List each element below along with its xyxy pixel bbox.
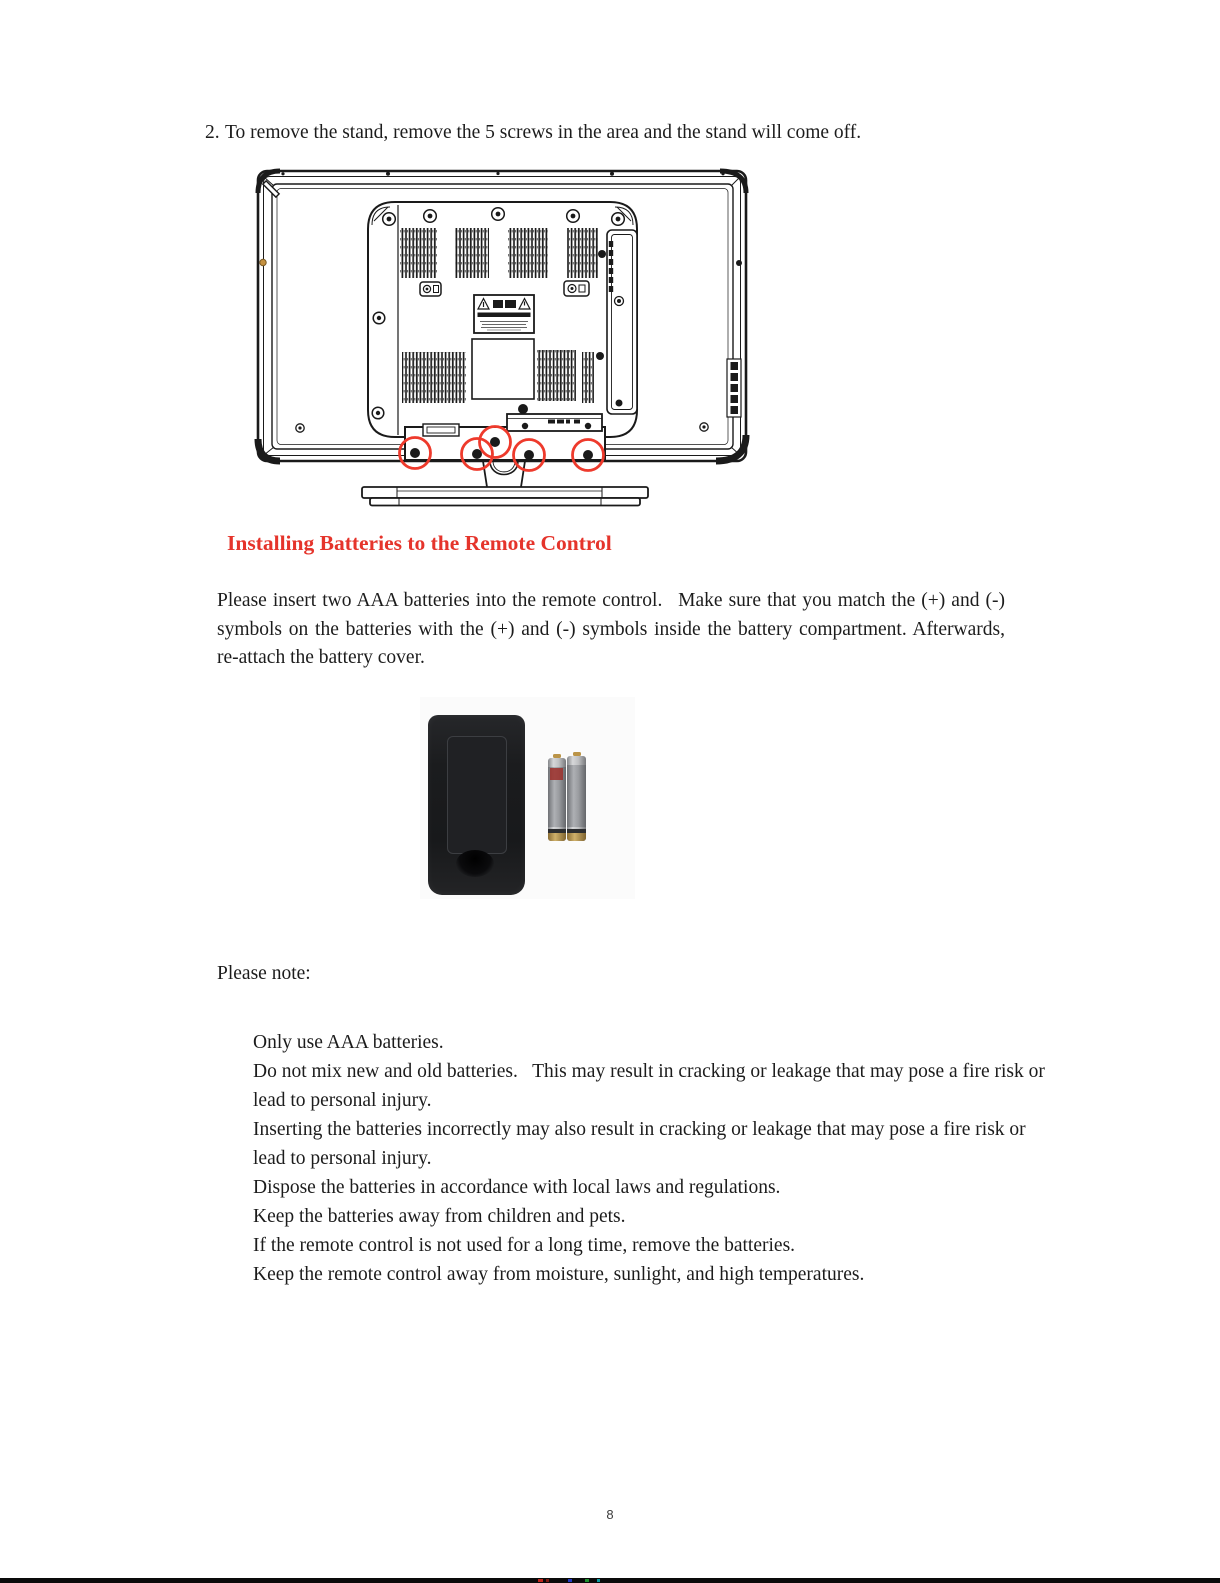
note-item: Dispose the batteries in accordance with local laws and regulations. [253, 1177, 781, 1198]
battery-cover [447, 736, 507, 854]
battery-positive-tip [553, 754, 561, 758]
side-connector-column [727, 359, 741, 417]
scan-artifact [538, 1579, 543, 1582]
note-item: Only use AAA batteries. [253, 1032, 444, 1053]
remote-control-photo [420, 697, 635, 899]
page-number: 8 [606, 1507, 614, 1522]
battery-notes-list [253, 1028, 1053, 1289]
battery-bottom-cap [567, 833, 586, 841]
note-item: Keep the remote control away from moisture, sunlight, and high temperatures. [253, 1264, 865, 1285]
battery-bottom-cap [548, 833, 566, 841]
scan-artifact [568, 1579, 572, 1582]
aaa-battery-left [548, 758, 566, 841]
step-text: To remove the stand, remove the 5 screws in the area and the stand will come off. [225, 122, 862, 143]
stand-base [362, 461, 648, 506]
intro-paragraph: Please insert two AAA batteries into the remote control. Make sure that you match the (+) and (-) symbols on the batteries with the (+) and (-) symbols inside the battery compartment. Afterwards, re-attach the battery cover. [217, 590, 1005, 668]
note-item: If the remote control is not used for a long time, remove the batteries. [253, 1235, 796, 1256]
scan-artifact [585, 1579, 589, 1582]
scan-artifact [546, 1579, 549, 1582]
scan-artifact [597, 1579, 600, 1582]
side-screw-gold [260, 259, 266, 265]
step-2-instruction [205, 122, 1015, 144]
please-note-label: Please note: [217, 963, 311, 984]
battery-positive-tip [573, 752, 581, 756]
note-item: Do not mix new and old batteries. This may result in cracking or leakage that may pose a fire risk or lead to personal injury. [253, 1061, 1045, 1111]
remote-control-back [428, 715, 525, 895]
aaa-battery-right [567, 756, 586, 841]
step-number: 2. [205, 122, 220, 143]
footer-bar [0, 1578, 1220, 1583]
battery-label-red-mark [550, 768, 563, 780]
battery-cover-notch [456, 850, 494, 877]
note-item: Keep the batteries away from children and pets. [253, 1206, 626, 1227]
tv-rear-diagram-svg [250, 165, 750, 510]
note-item: Inserting the batteries incorrectly may also result in cracking or leakage that may pose a fire risk or lead to personal injury. [253, 1119, 1026, 1169]
battery-label [567, 765, 586, 827]
section-heading: Installing Batteries to the Remote Control [227, 531, 612, 555]
tv-rear-diagram [250, 165, 750, 510]
warning-label [474, 295, 534, 333]
